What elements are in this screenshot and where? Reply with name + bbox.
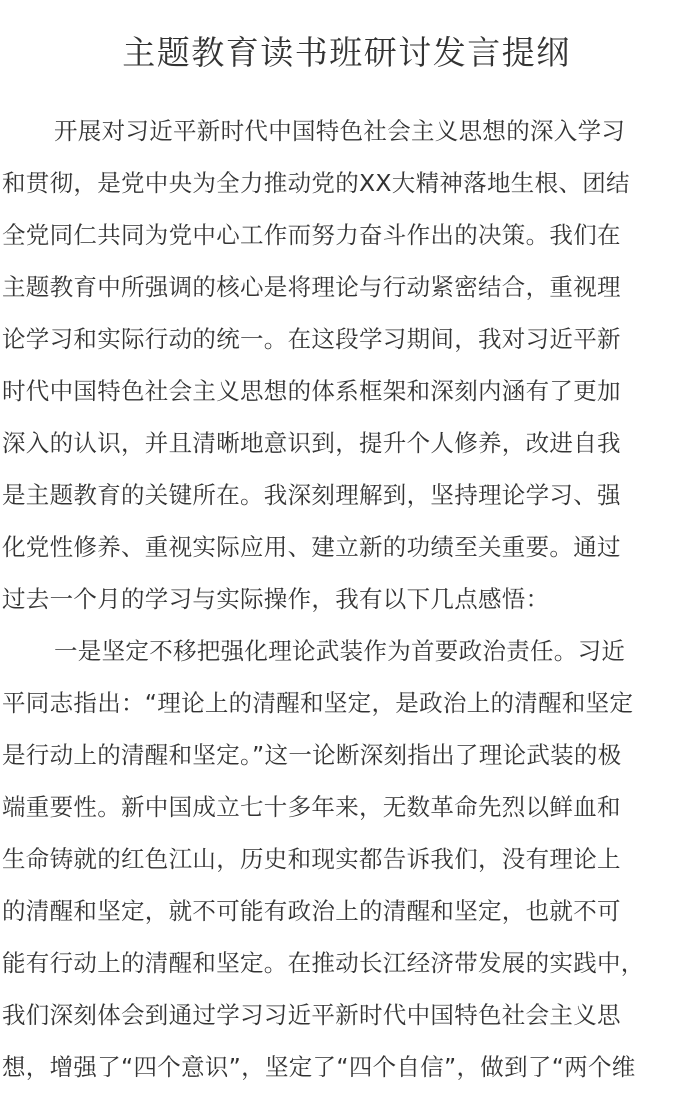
body-line: 想，增强了“四个意识”，坚定了“四个自信”，做到了“两个维: [2, 1053, 636, 1081]
body-line: 开展对习近平新时代中国特色社会主义思想的深入学习: [54, 117, 626, 145]
body-line: 论学习和实际行动的统一。在这段学习期间，我对习近平新: [2, 325, 621, 353]
body-line: 是主题教育的关键所在。我深刻理解到，坚持理论学习、强: [2, 481, 621, 509]
body-line: 过去一个月的学习与实际操作，我有以下几点感悟：: [2, 585, 550, 613]
body-line: 的清醒和坚定，就不可能有政治上的清醒和坚定，也就不可: [2, 897, 621, 925]
document-body: [0, 105, 693, 1093]
body-line: 时代中国特色社会主义思想的体系框架和深刻内涵有了更加: [2, 377, 621, 405]
body-line: 我们深刻体会到通过学习习近平新时代中国特色社会主义思: [2, 1001, 621, 1029]
body-line: 一是坚定不移把强化理论武装作为首要政治责任。习近: [54, 637, 626, 665]
body-line: 主题教育中所强调的核心是将理论与行动紧密结合，重视理: [2, 273, 621, 301]
document-title: 主题教育读书班研讨发言提纲: [122, 33, 571, 72]
body-line: 生命铸就的红色江山，历史和现实都告诉我们，没有理论上: [2, 845, 621, 873]
body-line: 端重要性。新中国成立七十多年来，无数革命先烈以鲜血和: [2, 793, 621, 821]
body-line: 是行动上的清醒和坚定。”这一论断深刻指出了理论武装的极: [2, 741, 622, 769]
body-line: 和贯彻，是党中央为全力推动党的XX大精神落地生根、团结: [2, 169, 630, 197]
body-line: 能有行动上的清醒和坚定。在推动长江经济带发展的实践中，: [2, 949, 645, 977]
body-line: 平同志指出：“理论上的清醒和坚定，是政治上的清醒和坚定: [2, 689, 634, 717]
body-line: 化党性修养、重视实际应用、建立新的功绩至关重要。通过: [2, 533, 621, 561]
body-line: 全党同仁共同为党中心工作而努力奋斗作出的决策。我们在: [2, 221, 621, 249]
body-line: 深入的认识，并且清晰地意识到，提升个人修养，改进自我: [2, 429, 621, 457]
